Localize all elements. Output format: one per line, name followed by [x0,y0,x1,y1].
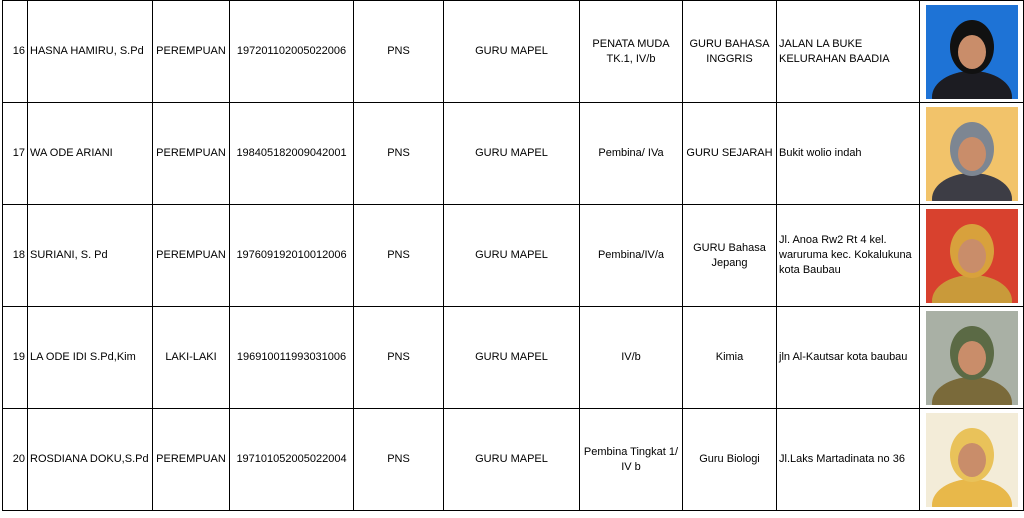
table-row [3,205,1024,307]
row-number: 19 [3,307,28,409]
table-row [3,1,1024,103]
employment-status-cell: PNS [354,1,444,103]
table-row [3,409,1024,511]
position-cell: GURU MAPEL [444,1,580,103]
address-cell: Bukit wolio indah [777,103,920,205]
position-cell: GURU MAPEL [444,307,580,409]
rank-cell: Pembina/IV/a [580,205,683,307]
employment-status-cell: PNS [354,205,444,307]
portrait-image [926,107,1018,201]
table-row [3,103,1024,205]
position-cell: GURU MAPEL [444,409,580,511]
address-cell: JALAN LA BUKE KELURAHAN BAADIA [777,1,920,103]
teacher-photo [926,413,1018,507]
gender-cell: PEREMPUAN [153,409,230,511]
photo-cell [920,307,1024,409]
employment-status-cell: PNS [354,409,444,511]
rank-cell: IV/b [580,307,683,409]
subject-cell: GURU BAHASA INGGRIS [683,1,777,103]
address-cell: Jl.Laks Martadinata no 36 [777,409,920,511]
employment-status-cell: PNS [354,307,444,409]
row-number: 16 [3,1,28,103]
portrait-image [926,5,1018,99]
row-number: 18 [3,205,28,307]
teacher-name: HASNA HAMIRU, S.Pd [28,1,153,103]
rank-cell: Pembina/ IVa [580,103,683,205]
portrait-image [926,311,1018,405]
nip-cell: 197101052005022004 [230,409,354,511]
photo-cell [920,205,1024,307]
address-cell: jln Al-Kautsar kota baubau [777,307,920,409]
subject-cell: Kimia [683,307,777,409]
subject-cell: GURU SEJARAH [683,103,777,205]
position-cell: GURU MAPEL [444,103,580,205]
portrait-image [926,413,1018,507]
row-number: 20 [3,409,28,511]
address-cell: Jl. Anoa Rw2 Rt 4 kel. waruruma kec. Kokalukuna kota Baubau [777,205,920,307]
gender-cell: PEREMPUAN [153,1,230,103]
table-row [3,307,1024,409]
teacher-photo [926,311,1018,405]
teacher-name: WA ODE ARIANI [28,103,153,205]
rank-cell: PENATA MUDA TK.1, IV/b [580,1,683,103]
teacher-name: LA ODE IDI S.Pd,Kim [28,307,153,409]
nip-cell: 197609192010012006 [230,205,354,307]
photo-cell [920,409,1024,511]
subject-cell: Guru Biologi [683,409,777,511]
teacher-photo [926,107,1018,201]
row-number: 17 [3,103,28,205]
nip-cell: 198405182009042001 [230,103,354,205]
rank-cell: Pembina Tingkat 1/ IV b [580,409,683,511]
photo-cell [920,1,1024,103]
teacher-photo [926,5,1018,99]
teacher-name: ROSDIANA DOKU,S.Pd [28,409,153,511]
subject-cell: GURU Bahasa Jepang [683,205,777,307]
portrait-image [926,209,1018,303]
position-cell: GURU MAPEL [444,205,580,307]
teacher-photo [926,209,1018,303]
teacher-name: SURIANI, S. Pd [28,205,153,307]
nip-cell: 196910011993031006 [230,307,354,409]
nip-cell: 197201102005022006 [230,1,354,103]
photo-cell [920,103,1024,205]
gender-cell: PEREMPUAN [153,103,230,205]
gender-cell: LAKI-LAKI [153,307,230,409]
gender-cell: PEREMPUAN [153,205,230,307]
teacher-table [2,0,1024,511]
employment-status-cell: PNS [354,103,444,205]
